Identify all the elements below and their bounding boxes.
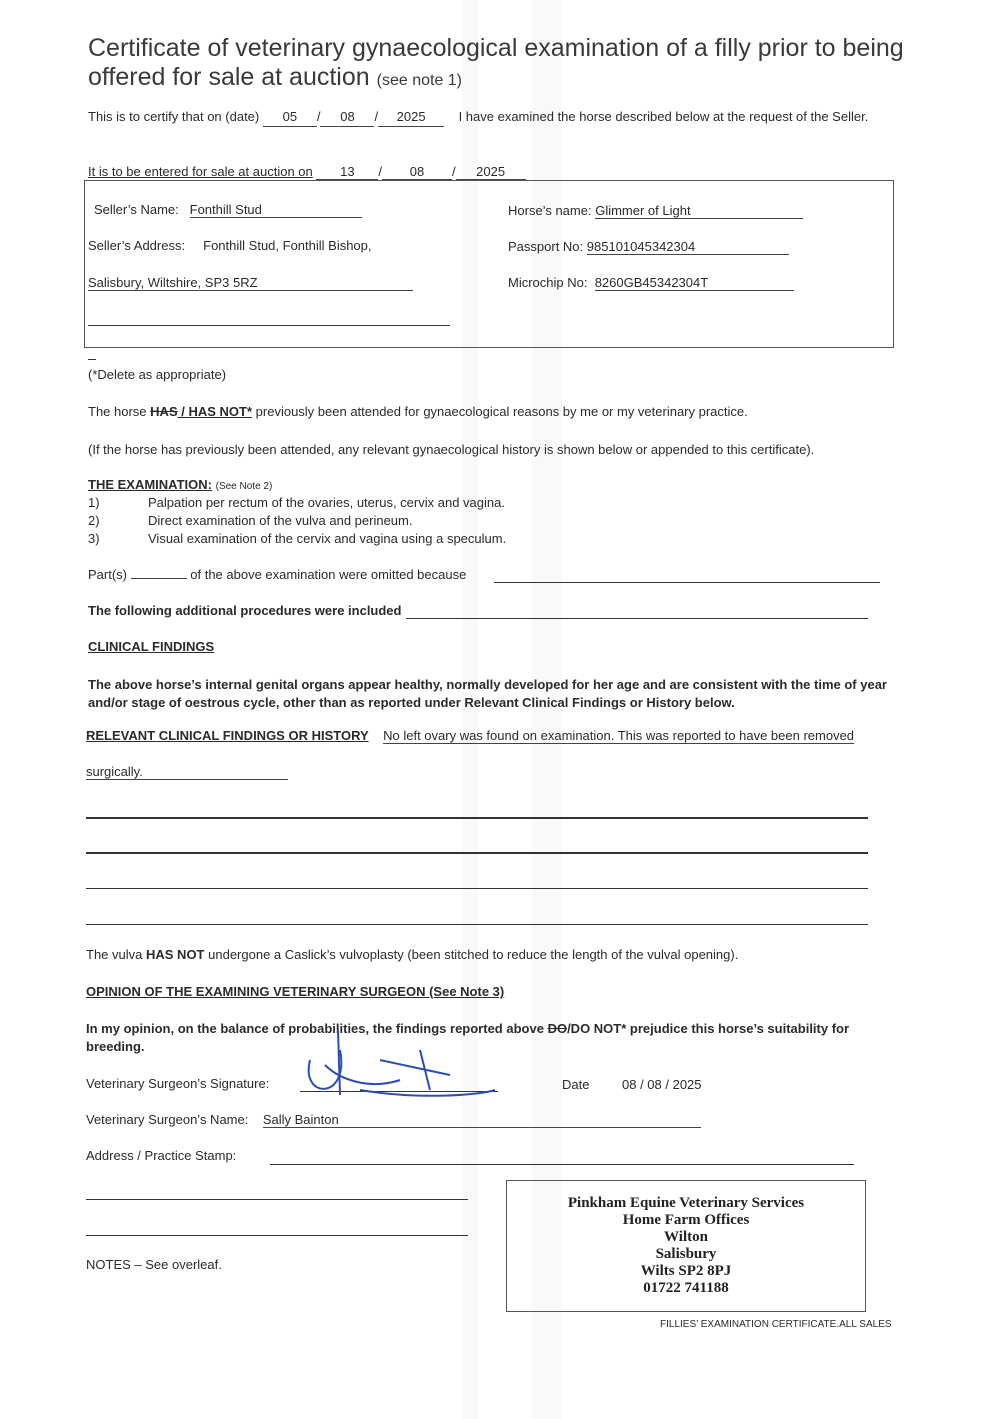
stamp-line: Pinkham Equine Veterinary Services: [567, 1195, 805, 1211]
surgeon-name-row: Veterinary Surgeon’s Name: Sally Bainton: [86, 1112, 701, 1128]
omitted-row: Part(s) of the above examination were omitted because: [88, 567, 467, 582]
passport-number: 985101045342304: [587, 239, 789, 255]
seller-address-row: Seller’s Address: Fonthill Stud, Fonthill Bishop,: [88, 238, 372, 253]
attended-statement: The horse HAS / HAS NOT* previously been attended for gynaecological reasons by me or my veterinary practice.: [88, 404, 748, 419]
signature-date: 08 / 08 / 2025: [622, 1077, 702, 1092]
auction-year: 2025: [456, 164, 526, 180]
footer-text: FILLIES’ EXAMINATION CERTIFICATE.ALL SALES: [660, 1319, 892, 1330]
exam-item: 3) Visual examination of the cervix and vagina using a speculum.: [88, 531, 507, 546]
opinion-heading: OPINION OF THE EXAMINING VETERINARY SURGEON (See Note 3): [86, 984, 505, 999]
seller-blank-line: [88, 325, 450, 326]
seller-name: Fonthill Stud: [190, 202, 362, 218]
exam-item: 1) Palpation per rectum of the ovaries, uterus, cervix and vagina.: [88, 495, 505, 510]
do-not-option: /DO NOT*: [567, 1021, 627, 1036]
exam-item: 2) Direct examination of the vulva and perineum.: [88, 513, 413, 528]
additional-procedures: The following additional procedures were included: [88, 603, 402, 618]
stamp-line: Salisbury: [655, 1246, 717, 1262]
clinical-text: The above horse’s internal genital organs appear healthy, normally developed for her age and are consistent with the time of year and/or stage of oestrous cycle, other than as reported under Relevant Clinical Findings or History below.: [88, 677, 887, 710]
vulva-statement: The vulva HAS NOT undergone a Caslick’s vulvoplasty (been stitched to reduce the length of the vulval opening).: [86, 947, 739, 962]
horse-name-row: Horse’s name: Glimmer of Light: [508, 203, 803, 219]
dash-mark: [88, 359, 96, 360]
surgeon-name: Sally Bainton: [263, 1112, 701, 1128]
page-title: Certificate of veterinary gynaecological examination of a filly prior to being offered for sale at auction (see note 1): [88, 34, 904, 91]
relevant-findings-text: No left ovary was found on examination. This was reported to have been removed: [383, 728, 855, 743]
stamp-line: Home Farm Offices: [622, 1212, 750, 1228]
clinical-heading: CLINICAL FINDINGS: [88, 639, 215, 654]
examination-heading: THE EXAMINATION: (See Note 2): [88, 477, 273, 492]
opinion-text: In my opinion, on the balance of probabilities, the findings reported above DO/DO NOT* prejudice this horse’s suitability for breeding.: [86, 1021, 850, 1054]
relevant-findings-text2: surgically.: [86, 764, 288, 780]
auction-day: 13: [316, 164, 378, 180]
title-note: (see note 1): [376, 72, 463, 89]
exam-month: 08: [320, 108, 374, 127]
do-option: DO: [547, 1021, 568, 1036]
auction-month: 08: [382, 164, 452, 180]
blank-line: [86, 888, 868, 889]
notes-label: NOTES – See overleaf.: [86, 1257, 222, 1272]
blank-line: [86, 817, 868, 819]
address-stamp-label: Address / Practice Stamp:: [86, 1148, 237, 1163]
date-label: Date: [562, 1077, 590, 1092]
stamp-line: 01722 741188: [643, 1280, 729, 1296]
exam-year: 2025: [378, 108, 444, 127]
blank-line: [86, 924, 868, 925]
stamp-line: Wilton: [664, 1229, 708, 1245]
has-option: HAS: [150, 404, 178, 419]
certify-statement: This is to certify that on (date) 05 / 08 / 2025 I have examined the horse described below at the request of the Seller.: [88, 108, 888, 127]
address-line: [86, 1199, 468, 1200]
microchip-number: 8260GB45342304T: [595, 275, 794, 291]
stamp-line: Wilts SP2 8PJ: [640, 1263, 732, 1279]
signature-scribble: [300, 1020, 500, 1110]
address-line: [86, 1235, 468, 1236]
microchip-row: Microchip No: 8260GB45342304T: [508, 275, 794, 291]
has-not-option: HAS NOT*: [188, 404, 253, 419]
seller-address-line1: Fonthill Stud, Fonthill Bishop,: [203, 238, 372, 253]
exam-day: 05: [263, 108, 317, 127]
signature-label: Veterinary Surgeon’s Signature:: [86, 1076, 270, 1091]
passport-row: Passport No: 985101045342304: [508, 239, 789, 255]
horse-name: Glimmer of Light: [595, 203, 802, 219]
practice-stamp: [506, 1180, 866, 1312]
omitted-reason-line: [494, 582, 880, 583]
auction-statement: It is to be entered for sale at auction on 13 / 08 / 2025: [88, 164, 526, 180]
address-line: [270, 1164, 854, 1165]
delete-note: (*Delete as appropriate): [88, 367, 227, 382]
seller-address-row2: [88, 275, 413, 291]
seller-name-row: Seller’s Name: Fonthill Stud: [94, 202, 362, 218]
relevant-row2: [86, 764, 288, 780]
seller-address-line2: Salisbury, Wiltshire, SP3 5RZ: [88, 275, 413, 291]
relevant-row: RELEVANT CLINICAL FINDINGS OR HISTORY No left ovary was found on examination. This was reported to have been removed: [86, 728, 855, 743]
history-note: (If the horse has previously been attended, any relevant gynaecological history is shown below or appended to this certificate).: [88, 442, 815, 457]
additional-line: [406, 618, 868, 619]
blank-line: [86, 852, 868, 854]
